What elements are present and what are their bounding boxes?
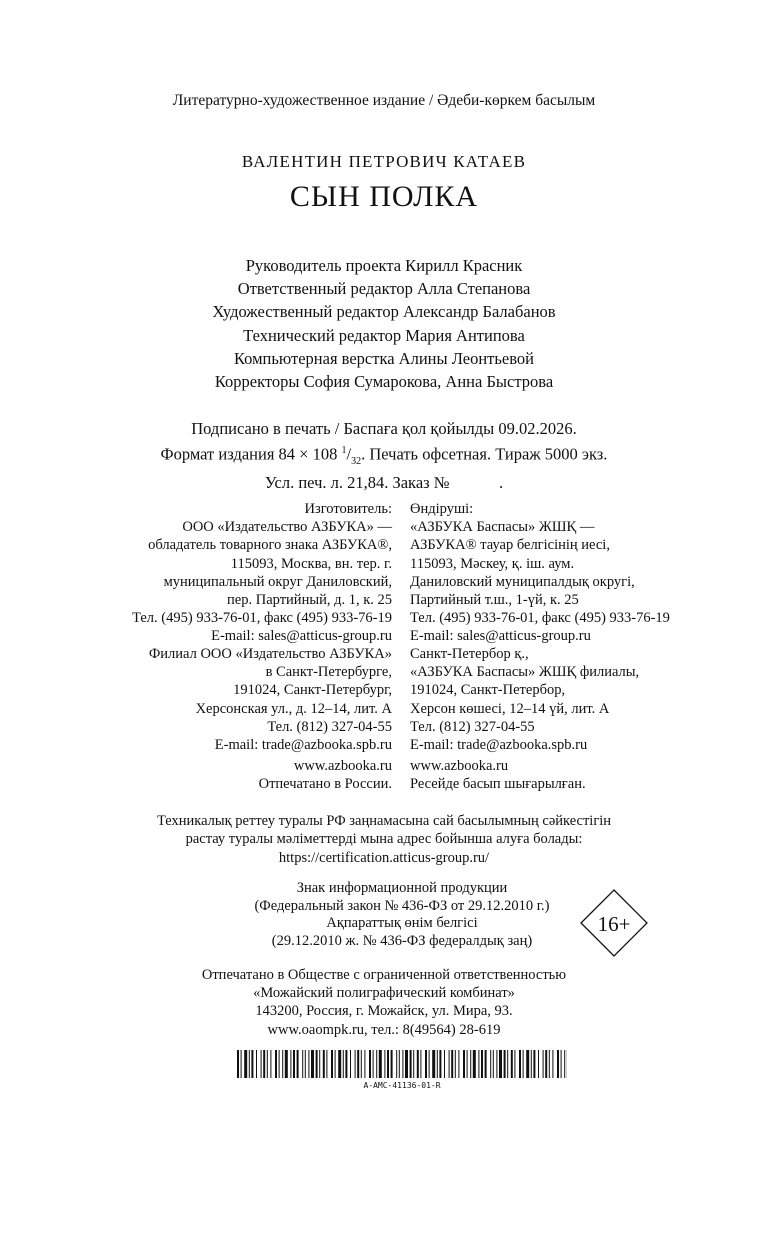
barcode-bar [496,1050,497,1078]
barcode-bar [444,1050,445,1078]
barcode-bar [396,1050,397,1078]
printer-line: www.oaompk.ru, тел.: 8(49564) 28-619 [267,1021,501,1038]
web-ru-line: www.azbooka.ru [293,758,392,774]
barcode-bar [490,1050,491,1078]
barcode-bar [357,1050,359,1078]
barcode-bar [256,1050,257,1078]
info-product-sign [236,880,568,951]
barcode-bar [531,1050,532,1078]
barcode-bar [270,1050,271,1078]
age-rating-text: 16+ [597,912,631,936]
mfr-kz-line: «АЗБУКА Баспасы» ЖШҚ — [410,519,595,536]
barcode-bar [420,1050,421,1078]
branch-ru-line: Херсонская ул., д. 12–14, лит. А [195,700,392,717]
sign-line: Знак информационной продукции [296,880,508,896]
barcode-bar [417,1050,419,1078]
mfr-kz-line: Тел. (495) 933-76-01, факс (495) 933-76-19 [410,610,670,627]
age-rating-badge [579,888,649,958]
barcode-bar [335,1050,336,1078]
credit-line: Технический редактор Мария Антипова [243,325,525,345]
barcode-bar [261,1050,262,1078]
barcode-bar [338,1050,341,1078]
barcode-bar [355,1050,356,1078]
barcode-bar [467,1050,468,1078]
cert-line: растау туралы мәліметтерді мына адрес бойынша алуға болады: [185,831,583,848]
barcode-bar [538,1050,539,1078]
mfr-kz-line: Партийный т.ш., 1-үй, к. 25 [410,592,579,609]
barcode-bar [293,1050,295,1078]
barcode-bar [410,1050,412,1078]
credit-line: Руководитель проекта Кирилл Красник [245,256,523,275]
branch-kz-line: «АЗБУКА Баспасы» ЖШҚ филиалы, [410,664,640,681]
barcode-bar [507,1050,508,1078]
barcode-bar [251,1050,253,1078]
web-ru-line: Отпечатано в России. [258,776,392,793]
barcode-bar [282,1050,283,1078]
barcode-bar [326,1050,327,1078]
credit-line: Корректоры София Сумарокова, Анна Быстрова [214,372,554,392]
barcode-bar [429,1050,430,1078]
barcode-bar [323,1050,325,1078]
cert-line: Техникалық реттеу туралы РФ заңнамасына сай басылымның сәйкестігін [156,813,612,829]
barcode-bar [455,1050,456,1078]
mfr-kz-line: Өндіруші: [410,501,474,517]
certification-note [0,812,768,867]
barcode-bar [237,1050,239,1078]
format-line: Формат издания 84 × 108 $^1/_{32}$. Печать офсетная. Тираж 5000 экз. [160,444,608,467]
branch-kz [410,645,639,754]
barcode-bar [305,1050,306,1078]
barcode-bar [458,1050,459,1078]
barcode-bar [369,1050,371,1078]
barcode-bar [533,1050,535,1078]
barcode-bar [350,1050,351,1078]
branch-ru-line: 191024, Санкт-Петербург, [233,682,392,699]
barcode-bar [437,1050,438,1078]
barcode-bar [263,1050,265,1078]
mfr-ru-line: муниципальный округ Даниловский, [163,573,392,590]
mfr-ru-line: Тел. (495) 933-76-01, факс (495) 933-76-19 [132,610,392,627]
mfr-ru-line: Изготовитель: [304,501,392,517]
branch-kz-line: Херсон көшесі, 12–14 үй, лит. А [410,700,610,717]
mfr-ru-line: E-mail: sales@atticus-group.ru [211,628,392,645]
barcode-bar [379,1050,382,1078]
edition-type: Литературно-художественное издание / Әдеби-көркем басылым [172,92,596,109]
barcode-bar [511,1050,513,1078]
branch-kz-line: E-mail: trade@azbooka.spb.ru [410,737,588,754]
branch-ru-line: Филиал ООО «Издательство АЗБУКА» [148,646,392,662]
printer-info [0,966,768,1039]
mfr-kz-line: АЗБУКА® тауар белгісінің иесі, [410,537,610,554]
web-kz [410,757,586,793]
staff-credits [0,254,768,393]
barcode-bar [399,1050,400,1078]
credit-line: Ответственный редактор Алла Степанова [237,279,531,299]
sign-line: (Федеральный закон № 436-ФЗ от 29.12.2010 г.) [254,897,550,914]
barcode-bar [526,1050,529,1078]
barcode-bar [376,1050,377,1078]
barcode-bar [425,1050,427,1078]
signed-line: Подписано в печать / Баспаға қол қойылды 09.02.2026. [191,419,577,438]
barcode-bar [413,1050,414,1078]
barcode-bar [361,1050,362,1078]
barcode-bar [275,1050,277,1078]
barcode-bar [290,1050,291,1078]
barcode-bar [504,1050,506,1078]
barcode-bar [241,1050,242,1078]
barcode-bar [485,1050,487,1078]
barcode-bar [387,1050,389,1078]
web-ru [259,757,392,793]
barcode-bar [523,1050,524,1078]
barcode-bar [384,1050,385,1078]
barcode-bar [470,1050,471,1078]
format-pre: Формат издания 84 × 108 [160,444,342,463]
barcode-bar [297,1050,299,1078]
branch-ru-line: в Санкт-Петербурге, [265,664,392,681]
mfr-ru-line: ООО «Издательство АЗБУКА» — [182,519,392,536]
order-line: Усл. печ. л. 21,84. Заказ № . [264,472,504,492]
branch-ru-line: Тел. (812) 327-04-55 [267,718,392,735]
barcode-bar [481,1050,483,1078]
barcode-bar [311,1050,314,1078]
manufacturer-ru [132,500,392,646]
barcode-bar [451,1050,453,1078]
book-author: ВАЛЕНТИН ПЕТРОВИЧ КАТАЕВ [241,152,527,171]
barcode-bar [552,1050,553,1078]
barcode-bar [391,1050,393,1078]
barcode-bar [331,1050,333,1078]
barcode-bar [519,1050,521,1078]
barcode-bar [316,1050,318,1078]
credit-line: Компьютерная верстка Алины Леонтьевой [233,348,534,368]
print-info [0,418,768,493]
web-kz-line: www.azbooka.ru [410,758,509,774]
barcode-bar [279,1050,280,1078]
barcode-text: A-AMC-41136-01-R [363,1081,441,1090]
barcode-bar [244,1050,247,1078]
branch-ru-line: E-mail: trade@azbooka.spb.ru [214,737,392,754]
barcode-bar [345,1050,347,1078]
branch-kz-line: 191024, Санкт-Петербор, [410,682,566,699]
barcode-bar [549,1050,550,1078]
mfr-kz-line: 115093, Мәскеу, қ. іш. аум. [410,555,575,572]
barcode-bar [493,1050,494,1078]
barcode-bar [432,1050,435,1078]
barcode-bar [249,1050,250,1078]
printer-line: «Можайский полиграфический комбинат» [253,985,515,1002]
barcode-bar [319,1050,320,1078]
sign-line: Ақпараттық өнім белгісі [326,915,478,932]
branch-ru [149,645,392,754]
barcode-bar [478,1050,479,1078]
format-post: . Печать офсетная. Тираж 5000 экз. [361,444,608,463]
barcode-bar [285,1050,288,1078]
barcode-bar [561,1050,562,1078]
barcode-bar [557,1050,559,1078]
credit-line: Художественный редактор Александр Балабанов [212,302,556,322]
barcode-bar [405,1050,408,1078]
mfr-ru-line: 115093, Москва, вн. тер. г. [230,555,392,572]
mfr-kz-line: E-mail: sales@atticus-group.ru [410,628,591,645]
printer-line: 143200, Россия, г. Можайск, ул. Мира, 93. [255,1003,513,1020]
barcode-bar [564,1050,565,1078]
barcode-bar [473,1050,476,1078]
barcode-bar [545,1050,547,1078]
barcode-bar [439,1050,441,1078]
barcode-bar [499,1050,502,1078]
web-kz-line: Ресейде басып шығарылған. [410,776,586,793]
barcode-bar [463,1050,465,1078]
barcode [237,1050,567,1078]
barcode-bar [364,1050,365,1078]
branch-kz-line: Санкт-Петербор қ., [410,646,529,662]
barcode-bar [343,1050,344,1078]
mfr-kz-line: Даниловский муниципалдық округі, [410,573,635,590]
barcode-bar [267,1050,268,1078]
book-title: СЫН ПОЛКА [289,180,479,213]
cert-url: https://certification.atticus-group.ru/ [278,849,490,866]
manufacturer-kz [410,500,670,646]
barcode-bar [308,1050,309,1078]
format-num: 1 [341,444,347,456]
mfr-ru-line: пер. Партийный, д. 1, к. 25 [227,592,392,609]
printer-line: Отпечатано в Обществе с ограниченной ответственностью [201,967,567,983]
barcode-bar [302,1050,303,1078]
branch-kz-line: Тел. (812) 327-04-55 [410,718,535,735]
barcode-bar [449,1050,450,1078]
barcode-bar [402,1050,403,1078]
barcode-bar [543,1050,544,1078]
barcode-bar [514,1050,515,1078]
mfr-ru-line: обладатель товарного знака АЗБУКА®, [148,537,392,554]
barcode-bar [373,1050,374,1078]
sign-line: (29.12.2010 ж. № 436-ФЗ федералдық заң) [271,933,533,950]
format-den: 32 [351,455,362,467]
